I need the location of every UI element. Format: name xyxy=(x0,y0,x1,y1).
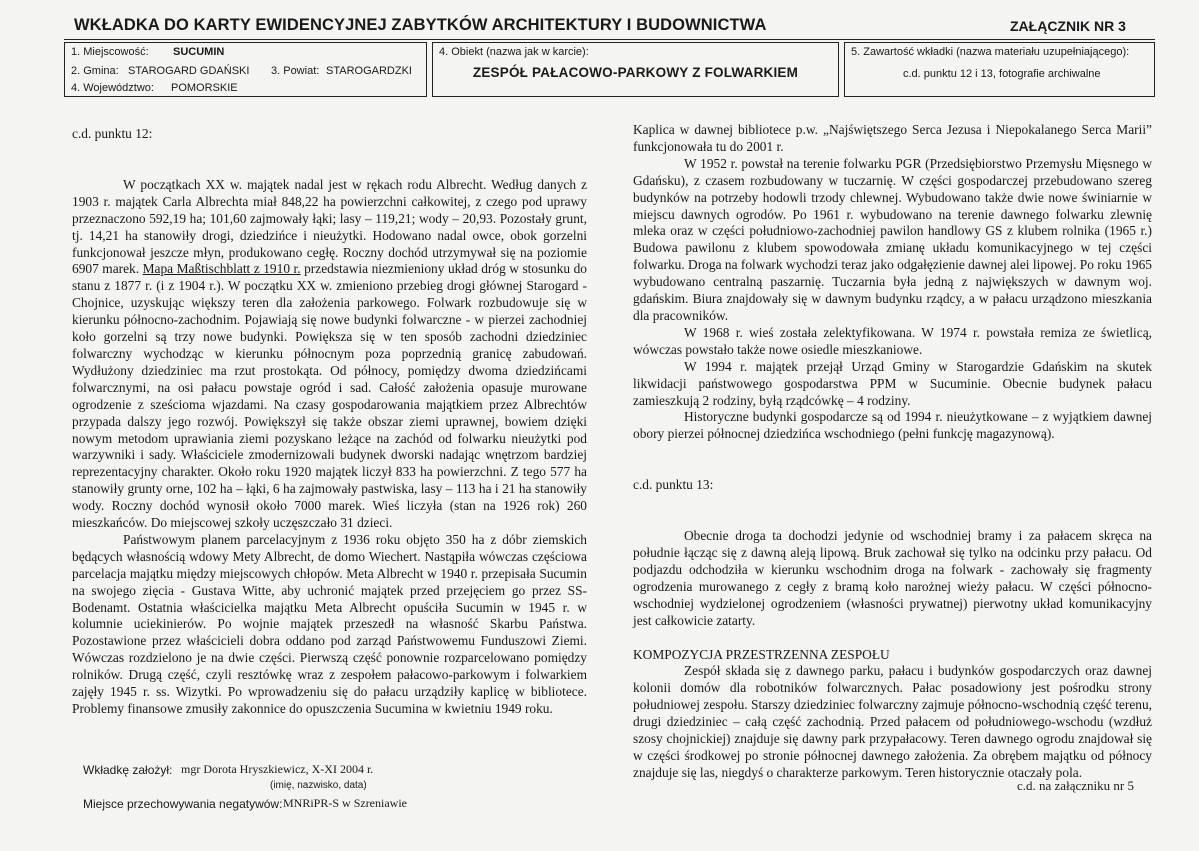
author-label: Wkładkę założył: xyxy=(83,763,173,777)
paragraph: W 1994 r. majątek przejął Urząd Gminy w Starogardzie Gdańskim na skutek likwidacji państwowego gospodarstwa PPM w Sucuminie. Obecnie budynek pałacu zamieszkują 2 rodziny, byłą rządcówkę – 4 rodziny. xyxy=(633,358,1152,408)
paragraph: Historyczne budynki gospodarcze są od 1994 r. nieużytkowane – z wyjątkiem dawnej obory pierzei północnej dziedzińca wschodniego (pełni funkcję magazynową). xyxy=(633,409,1152,442)
left-column xyxy=(72,126,587,718)
storage-label: Miejsce przechowywania negatywów: xyxy=(83,797,283,811)
object-box xyxy=(432,42,839,97)
paragraph: Zespół składa się z dawnego parku, pałacu i budynków gospodarczych oraz dawnej kolonii domów dla robotników folwarcznych. Pałac posadowiony jest pośrodku strony południowej zespołu. Starszy dziedziniec folwarczny zajmuje północno-wschodnią część terenu, drugi dziedziniec – całą część zachodnią. Przed pałacem od południowego-wschodu (wzdłuż szosy chojnickiej) znajduje się dawny park przypałacowy. Teren dawnego ogrodu znajdował się w części środkowej po stronie północnej dawnego założenia. Za obrębem majątku od północy znajduje się las, niegdyś o charakterze parkowym. Teren historycznie otaczały pola. xyxy=(633,663,1152,780)
content-box xyxy=(844,42,1155,97)
paragraph: W 1952 r. powstał na terenie folwarku PGR (Przedsiębiorstwo Przemysłu Mięsnego w Gdańsku), z czasem rozbudowany w tuczarnię. W części gospodarczej przebudowano szereg budynków na potrzeby hodowli trzody chlewnej. Wybudowano także dwie nowe świniarnie w miejscu dawnych ogrodów. Po 1961 r. wybudowano na terenie dawnego folwarku zlewnię mleka oraz w części południowo-zachodniej pawilon handlowy GS z klubem rolnika (1965 r.) Budowa pawilonu z klubem spowodowała zmianę układu komunikacyjnego w tej części folwarku. Droga na folwark wychodzi teraz jako odgałęzienie dawnej alei lipowej. Po roku 1965 wybudowano centralną paszarnię. Tuczarnia była jedną z największych w dawnym woj. gdańskim. Biura znajdowały się w dawnym budynku rządcy, a w pałacu urządzono mieszkania dla pracowników. xyxy=(633,155,1152,323)
commune-value: STAROGARD GDAŃSKI xyxy=(128,65,250,77)
object-label: 4. Obiekt (nazwa jak w karcie): xyxy=(439,46,589,58)
author-hint: (imię, nazwisko, data) xyxy=(270,780,367,791)
county-value: STAROGARDZKI xyxy=(326,65,412,77)
paragraph: Kaplica w dawnej bibliotece p.w. „Najświętszego Serca Jezusa i Niepokalanego Serca Marii” funkcjonowała tu do 2001 r. xyxy=(633,122,1152,154)
right-column xyxy=(633,122,1152,782)
content-value: c.d. punktu 12 i 13, fotografie archiwalne xyxy=(903,68,1101,80)
location-box xyxy=(64,42,427,97)
commune-label: 2. Gmina: xyxy=(71,65,119,77)
annex-number: ZAŁĄCZNIK NR 3 xyxy=(1010,18,1126,34)
content-label: 5. Zawartość wkładki (nazwa materiału uzupełniającego): xyxy=(851,46,1130,58)
header-divider xyxy=(64,39,1155,40)
locality-label: 1. Miejscowość: xyxy=(71,46,149,58)
county-label: 3. Powiat: xyxy=(271,65,320,77)
paragraph-text: W początkach XX w. majątek nadal jest w rękach rodu Albrecht. Według danych z 1903 r. majątek Carla Albrechta miał 848,22 ha powierzchni całkowitej, z czego pod uprawy przeznaczono 592,19 ha; 101,60 zajmowały łąki; lasy – 119,21; wody – 20,93. Pozostały grunt, tj. 14,21 ha stanowiły drogi, dziedzińce i nieużytki. Hodowano nadal owce, obok gorzelni funkcjonował jeszcze młyn, produkowano cegłę. Roczny dochód utrzymywał się na poziomie 6907 marek. xyxy=(72,176,587,277)
map-reference: Mapa Maßtischblatt z 1910 r. xyxy=(142,261,301,277)
paragraph: Państwowym planem parcelacyjnym z 1936 roku objęto 350 ha z dóbr ziemskich będących własnością wdowy Mety Albrecht, de domo Wiechert. Nastąpiła wówczas częściowa parcelacja majątku między miejscowych chłopów. Meta Albrecht w 1940 r. przepisała Sucumin na swojego zięcia - Gustava Witte, aby uchronić majątek przed przejęciem go przez SS-Bodenamt. Ostatnia właścicielka majątku Meta Albrecht opuściła Sucumin w 1945 r. w kolumnie uciekinierów. Po wojnie majątek przeszedł na własność Skarbu Państwa. Pozostawione przez właścicieli dobra oddano pod zarząd Państwowemu Funduszowi Ziemi. Wówczas rozdzielono je na dwie części. Pierwszą część ponownie rozparcelowano pomiędzy rolników. Drugą część, czyli resztówkę wraz z zespołem pałacowo-parkowym i folwarkiem zajęły 1945 r. ss. Wizytki. Po wprowadzeniu się do pałacu urządziły kaplicę w bibliotece. Problemy finansowe zmusiły zakonnice do opuszczenia Sucumina w kwietniu 1949 roku. xyxy=(72,531,587,716)
paragraph xyxy=(72,177,587,532)
locality-value: SUCUMIN xyxy=(173,46,225,58)
voivodeship-label: 4. Województwo: xyxy=(71,82,154,94)
object-name: ZESPÓŁ PAŁACOWO-PARKOWY Z FOLWARKIEM xyxy=(472,65,799,80)
paragraph: Obecnie droga ta dochodzi jedynie od wschodniej bramy i za pałacem skręca na południe łącząc się z dawną aleją lipową. Bruk zachował się tylko na odcinku przy pałacu. Od podjazdu odchodziła w kierunku wschodnim droga na folwark - zachowały się fragmenty ogrodzenia murowanego z cegły z bramą koło narożnej wieży pałacu. W części północno-wschodniej wydzielonej ogrodzeniem (własności prywatnej) pierwotny układ komunikacyjny jest całkowicie zatarty. xyxy=(633,528,1152,628)
paragraph: W 1968 r. wieś została zelektyfikowana. W 1974 r. powstała remiza ze świetlicą, wówczas powstało także nowe osiedle mieszkaniowe. xyxy=(633,324,1152,357)
continued-note: c.d. na załączniku nr 5 xyxy=(1017,778,1134,793)
page-title: WKŁADKA DO KARTY EWIDENCYJNEJ ZABYTKÓW ARCHITEKTURY I BUDOWNICTWA xyxy=(74,16,767,34)
voivodeship-value: POMORSKIE xyxy=(171,82,238,94)
storage-value: MNRiPR-S w Szreniawie xyxy=(283,796,407,810)
section-heading-12: c.d. punktu 12: xyxy=(72,126,153,141)
paragraph-text: przedstawia niezmieniony układ dróg w stosunku do stanu z 1877 r. (i z 1904 r.). W początku XX w. zmieniono przebieg drogi głównej Starogard - Chojnice, uzyskując większy teren dla założenia parkowego. Folwark rozbudowuje się w kierunku północno-zachodnim. Pojawiają się nowe budynki folwarczne - w pierzei zachodniej koło gorzelni są trzy nowe budynki. Powiększa się w ten sposób zachodni dziedziniec folwarczny wychodząc w kierunku północnym poza poprzednią granicę zabudowań. Wydłużony dziedziniec ma rzut prostokąta. Od północy, pomiędzy dwoma dziedzińcami folwarcznymi, na osi pałacu powstaje ogród i sad. Całość założenia opasuje murowane ogrodzenie z sześcioma wjazdami. Na czasy gospodarowania majątkiem przez Albrechtów przypada dalszy jego rozwój. Powiększył się także obszar ziemi uprawnej, bowiem dzięki nowym metodom uprawiania ziemi pozyskano leżące na zachód od folwarku nieużytki pod warzywniki i sady. Właściciele zmodernizowali budynek dworski nadając wnętrzom bardziej reprezentacyjny charakter. Około roku 1920 majątek liczył 833 ha powierzchni. Z tego 577 ha stanowiły grunty orne, 102 ha – łąki, 6 ha zajmowały pastwiska, lasy – 113 ha i 21 ha stanowiły wody. Roczny dochód wynosił około 7000 marek. Wieś liczyła (stan na 1926 rok) 260 mieszkańców. Do miejscowej szkoły uczęszczało 31 dzieci. xyxy=(72,261,587,531)
section-heading-13: c.d. punktu 13: xyxy=(633,477,714,493)
composition-heading: KOMPOZYCJA PRZESTRZENNA ZESPOŁU xyxy=(633,646,890,662)
author-value: mgr Dorota Hryszkiewicz, X-XI 2004 r. xyxy=(181,762,374,776)
